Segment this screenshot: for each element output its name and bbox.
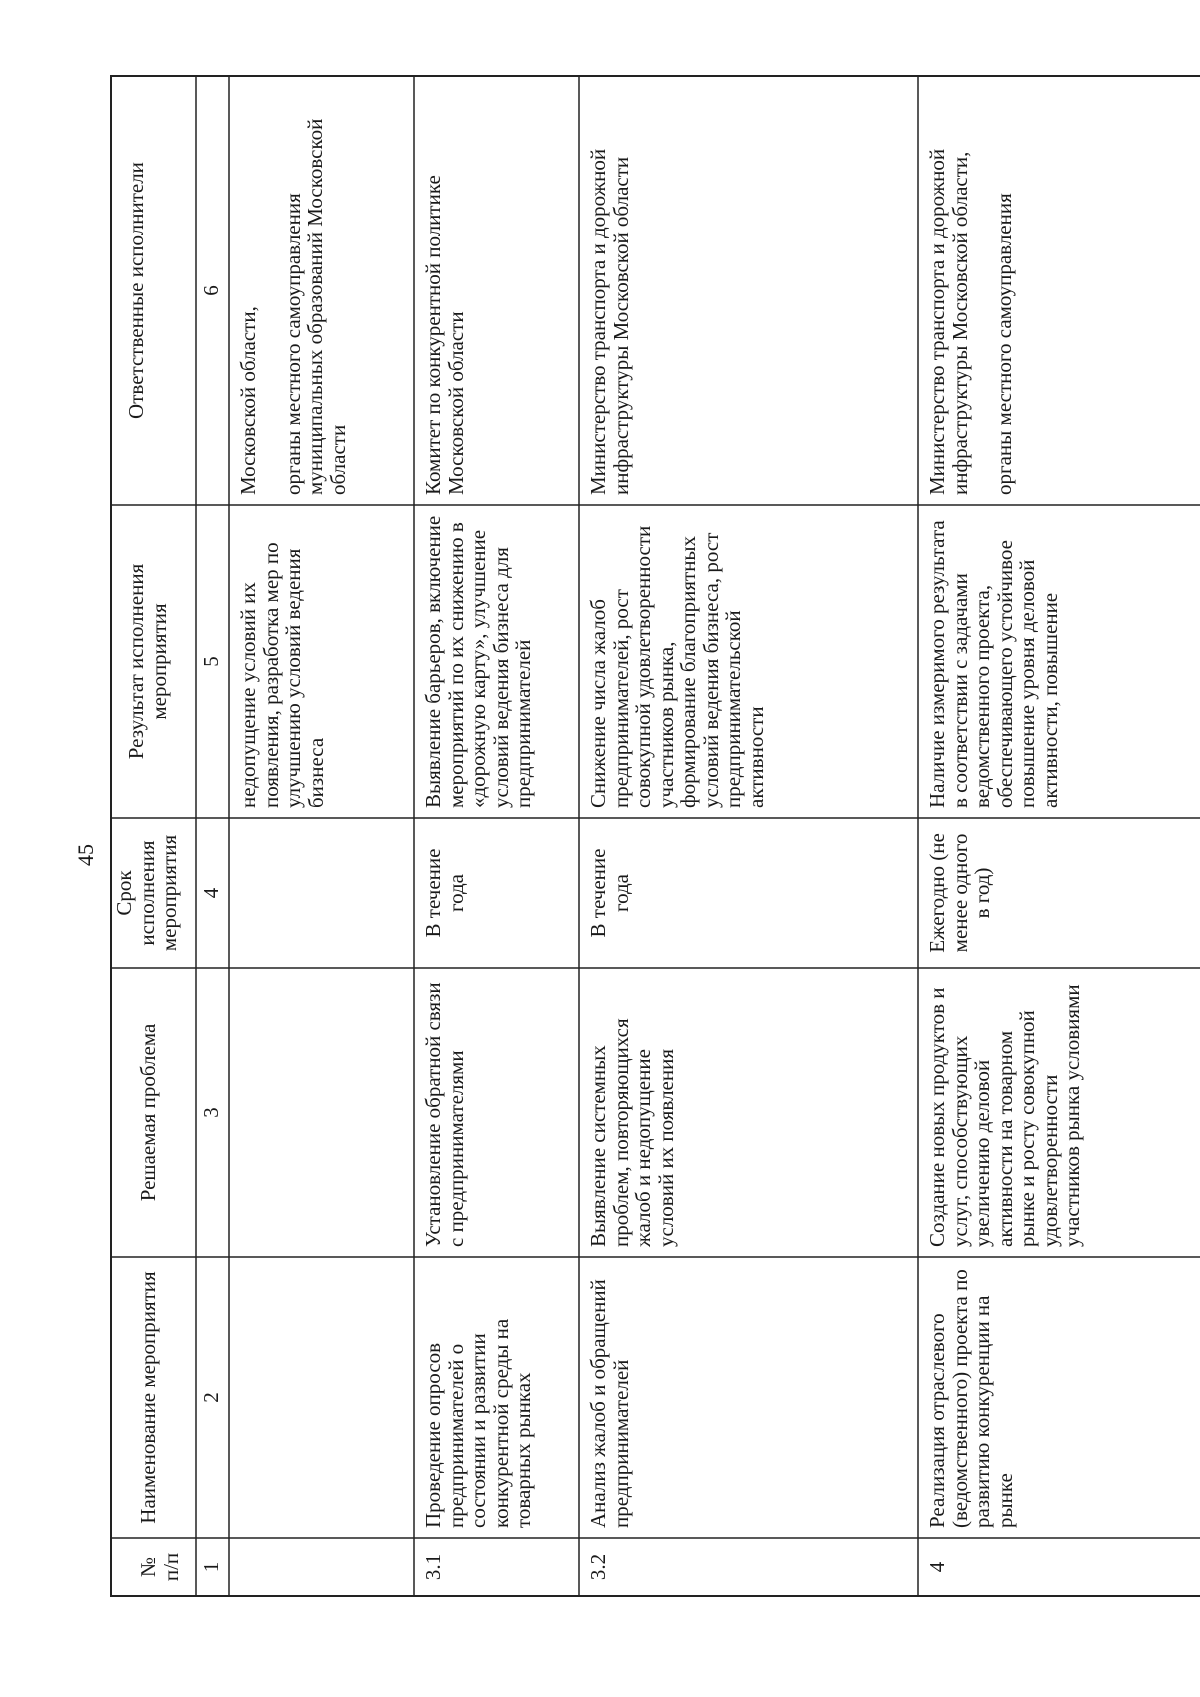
rotated-table [111,76,1200,1596]
row-executors-cell [414,76,579,505]
row-num-cell: 3.1 [421,1553,445,1581]
row-name-cell: Анализ жалоб и обращений предпринимателей [586,1279,633,1528]
executors-secondary: органы местного самоуправления муниципальных образований Московской области [280,118,350,495]
executors-primary: Комитет по конкурентной политике Московской области [421,175,468,495]
header-col-executors: Ответственные исполнители [124,162,148,419]
column-number: 5 [199,656,223,667]
row-problem-cell [229,968,414,1257]
row-problem-cell: Выявление системных проблем, повторяющихся жалоб и недопущение условий их появления [586,1018,678,1247]
header-col-name: Наименование мероприятия [136,1271,160,1524]
column-number: 6 [199,285,223,296]
row-executors-cell [229,76,414,505]
column-number: 1 [199,1561,223,1573]
header-col-num: № п/п [136,1552,183,1582]
row-executors-cell [579,76,918,505]
row-result-cell: Выявление барьеров, включение мероприятий по их снижению в «дорожную карту», улучшение условий ведения бизнеса для предпринимателей [421,515,535,808]
row-name-cell: Проведение опросов предпринимателей о состоянии и развитии конкурентной среды на товарных рынках [421,1318,535,1528]
row-term-cell: Ежегодно (не менее одного в год) [925,833,994,953]
executors-primary: Министерство транспорта и дорожной инфраструктуры Московской области, [925,148,972,495]
column-number: 4 [199,887,223,899]
row-name-cell [229,1257,414,1538]
row-problem-cell: Создание новых продуктов и услуг, способствующих увеличению деловой активности на товарном рынке и росту совокупной удовлетворенности участников рынка условиями [925,984,1084,1247]
executors-secondary: органы местного самоуправления [992,193,1016,495]
row-problem-cell: Установление обратной связи с предпринимателями [421,982,468,1247]
row-result-cell: Наличие измеримого результата в соответствии с задачами ведомственного проекта, обеспечивающего устойчивое повышение уровня деловой активности, повышение [925,520,1062,808]
header-col-result: Результат исполнения мероприятия [124,563,171,760]
row-num-cell: 4 [925,1561,949,1573]
column-number: 3 [199,1107,223,1118]
row-term-cell: В течение года [421,848,468,938]
page-number: 45 [73,844,99,866]
header-col-term: Срок исполнения мероприятия [112,834,181,952]
row-name-cell: Реализация отраслевого (ведомственного) проекта по развитию конкуренции на рынке [925,1269,1017,1528]
row-executors-cell [918,76,1200,505]
header-col-problem: Решаемая проблема [136,1023,160,1202]
executors-primary: Министерство транспорта и дорожной инфраструктуры Московской области [586,148,633,495]
executors-primary: Московской области, [236,306,260,495]
row-num-cell [229,1538,414,1596]
row-term-cell: В течение года [586,848,633,938]
row-result-cell: Снижение числа жалоб предпринимателей, рост совокупной удовлетворенности участников рынка, формирование благоприятных условий ведения бизнеса, рост предпринимательской активности [586,525,768,808]
row-term-cell [229,818,414,968]
row-num-cell: 3.2 [586,1553,610,1581]
column-number: 2 [199,1392,223,1403]
row-result-cell: недопущение условий их появления, разработка мер по улучшению условий ведения бизнеса [236,542,328,808]
